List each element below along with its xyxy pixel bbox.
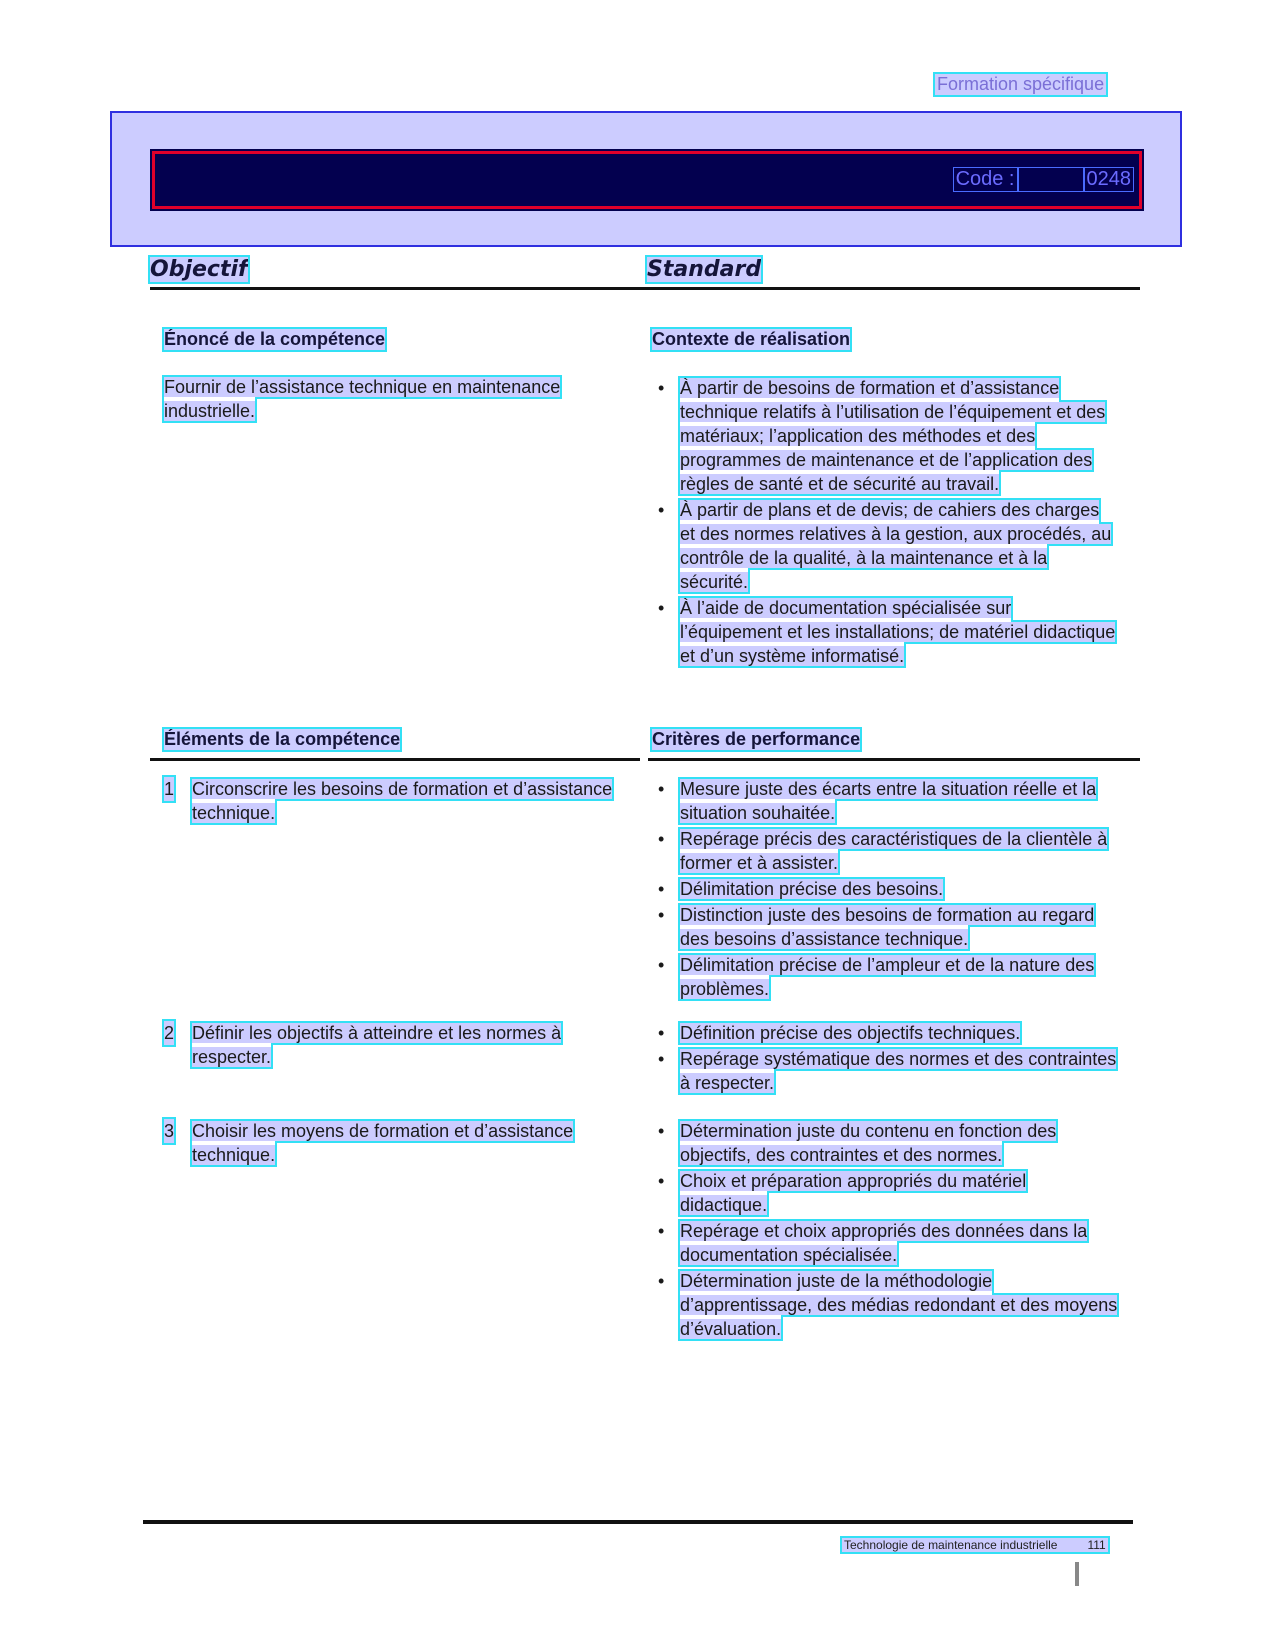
criteria-list-2: [658, 1021, 1118, 1097]
criteria-list-1: [658, 777, 1118, 1003]
list-item: • Détermination juste de la méthodologie d’apprentissage, des médias redondant et des moyens d’évaluation.: [658, 1269, 1118, 1341]
code-value: 0248: [1086, 168, 1131, 190]
page-footer: [842, 1538, 1108, 1552]
code-label: Code :: [955, 168, 1015, 190]
element-text: Définir les objectifs à atteindre et les normes à respecter.: [192, 1023, 562, 1067]
banner-title-bar: [152, 151, 1142, 209]
criteria-title: Critères de performance: [652, 729, 861, 749]
section-rule: [150, 758, 1140, 761]
statement-title: Énoncé de la compétence: [164, 329, 386, 349]
footer-program: Technologie de maintenance industrielle: [844, 1538, 1058, 1552]
element-text: Choisir les moyens de formation et d’assistance technique.: [192, 1121, 574, 1165]
competency-code: [954, 168, 1133, 191]
criteria-list-3: [658, 1119, 1118, 1343]
code-separator: [1019, 168, 1083, 191]
competency-banner: [110, 111, 1182, 247]
heading-objectif: Objectif: [150, 257, 248, 282]
footer-rule: [143, 1520, 1133, 1524]
list-item: • À partir de besoins de formation et d’assistance technique relatifs à l’utilisation de l’équipement et des matériaux; l’application des méthodes et des programmes de maintenance et de l’application des règles de santé et de sécurité au travail.: [658, 376, 1118, 496]
heading-standard: Standard: [647, 257, 762, 282]
running-head: Formation spécifique: [937, 74, 1105, 94]
page-edge-marker: [1075, 1562, 1079, 1586]
context-title: Contexte de réalisation: [652, 329, 851, 349]
element-number: 1: [164, 779, 175, 799]
competency-element-1: [164, 777, 644, 825]
column-headings: [150, 257, 1140, 290]
element-number: 3: [164, 1121, 175, 1141]
list-item: • Repérage systématique des normes et des contraintes à respecter.: [658, 1047, 1118, 1095]
competency-statement-text: Fournir de l’assistance technique en maintenance industrielle.: [164, 377, 561, 421]
list-item: • Détermination juste du contenu en fonction des objectifs, des contraintes et des normes.: [658, 1119, 1118, 1167]
list-item: • Délimitation précise des besoins.: [658, 877, 1118, 901]
element-number: 2: [164, 1023, 175, 1043]
element-text: Circonscrire les besoins de formation et d’assistance technique.: [192, 779, 613, 823]
list-item: • Mesure juste des écarts entre la situation réelle et la situation souhaitée.: [658, 777, 1118, 825]
competency-element-2: [164, 1021, 644, 1069]
list-item: • Distinction juste des besoins de formation au regard des besoins d’assistance technique.: [658, 903, 1118, 951]
competency-statement: [164, 375, 644, 423]
list-item: • Repérage et choix appropriés des données dans la documentation spécialisée.: [658, 1219, 1118, 1267]
list-item: • Délimitation précise de l’ampleur et de la nature des problèmes.: [658, 953, 1118, 1001]
competency-element-3: [164, 1119, 644, 1167]
list-item: • À l’aide de documentation spécialisée sur l’équipement et les installations; de matériel didactique et d’un système informatisé.: [658, 596, 1118, 668]
page-number: 111: [1087, 1538, 1106, 1552]
elements-title: Éléments de la compétence: [164, 729, 401, 749]
context-list: [658, 376, 1118, 670]
list-item: • À partir de plans et de devis; de cahiers des charges et des normes relatives à la gestion, aux procédés, au contrôle de la qualité, à la maintenance et à la sécurité.: [658, 498, 1118, 594]
list-item: • Repérage précis des caractéristiques de la clientèle à former et à assister.: [658, 827, 1118, 875]
list-item: • Choix et préparation appropriés du matériel didactique.: [658, 1169, 1118, 1217]
list-item: • Définition précise des objectifs techniques.: [658, 1021, 1118, 1045]
